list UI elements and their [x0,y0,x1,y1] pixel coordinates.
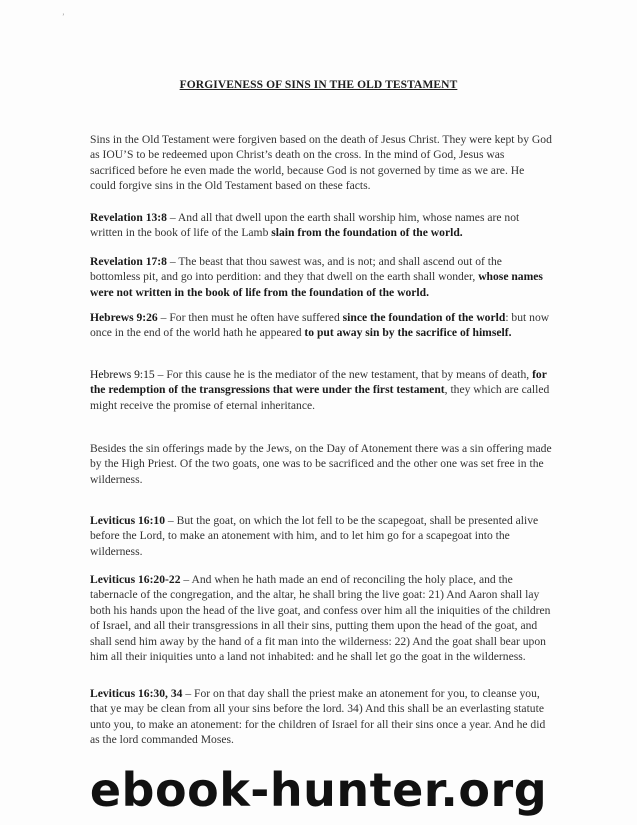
verse-reference: Hebrews 9:15 [90,368,155,381]
verse-text: – But the goat, on which the lot fell to be the scapegoat, shall be presented alive before the Lord, to make an atonement with him, and to let him go for a scapegoat into the wilderness. [90,514,539,558]
verse-text: – The beast that thou sawest was, and is not; and shall ascend out of the bottomless pit, and go into perdition: and they that dwell on the earth shall wonder, [90,255,502,284]
verse-emphasis: since the foundation of the world [342,311,506,324]
verse-text-continued: : but now once in the end of the world hath he appeared [90,311,550,340]
verse-reference: Revelation 13:8 [90,211,167,224]
verse-text: – And all that dwell upon the earth shall worship him, whose names are not written in the book of life of the Lamb [90,211,520,240]
atonement-paragraph: Besides the sin offerings made by the Jews, on the Day of Atonement there was a sin offering made by the High Priest. Of the two goats, one was to be sacrificed and the other one was set free in the wilderness. [90,442,552,486]
page-title: FORGIVENESS OF SINS IN THE OLD TESTAMENT [179,79,458,91]
verse-leviticus-16-10 [90,513,552,559]
scan-speck: ’ [62,12,65,21]
verse-leviticus-16-20-22 [90,572,552,664]
verse-text: – For then must he often have suffered [157,311,343,324]
verse-hebrews-9-15 [90,367,552,413]
verse-emphasis: slain from the foundation of the world. [271,226,463,240]
watermark: ebook-hunter.org [89,763,548,817]
verse-emphasis: for the redemption of the transgressions that were under the first testament [90,368,547,397]
verse-text: – And when he hath made an end of reconciling the holy place, and the tabernacle of the congregation, and the altar, he shall bring the live goat: 21) And Aaron shall lay both his hands upon the head of the live goat, and confess over him all the iniquities of the children of Israel, and all their transgressions in all their sins, putting them upon the head of the goat, and shall send him away by the hand of a fit man into the wilderness: 22) And the goat shall bear upon him all their iniquities unto a land not inhabited: and he shall let go the goat in the wilderness. [90,573,551,664]
verse-emphasis-2: to put away sin by the sacrifice of himself. [304,326,512,340]
verse-text-continued: , they which are called might receive the promise of eternal inheritance. [90,383,550,412]
verse-hebrews-9-26 [90,310,552,341]
verse-reference: Revelation 17:8 [90,255,167,268]
verse-revelation-17-8 [90,254,552,300]
verse-reference: Leviticus 16:30, 34 [90,687,183,700]
verse-reference: Hebrews 9:26 [90,311,158,324]
verse-reference: Leviticus 16:20-22 [90,573,181,586]
verse-emphasis: whose names were not written in the book of life from the foundation of the world. [90,270,543,299]
verse-text: – For this cause he is the mediator of the new testament, that by means of death, [154,368,533,381]
intro-paragraph: Sins in the Old Testament were forgiven based on the death of Jesus Christ. They were kept by God as IOU’S to be redeemed upon Christ’s death on the cross. In the mind of God, Jesus was sacrificed before he even made the world, because God is not governed by time as we are. He could forgive sins in the Old Testament based on these facts. [90,133,552,193]
verse-text: – For on that day shall the priest make an atonement for you, to cleanse you, that ye may be clean from all your sins before the lord. 34) And this shall be an everlasting statute unto you, to make an atonement: for the children of Israel for all their sins once a year. And he did as the lord commanded Moses. [90,687,546,747]
verse-reference: Leviticus 16:10 [90,514,166,527]
verse-leviticus-16-30-34 [90,686,552,748]
verse-revelation-13-8 [90,210,552,241]
